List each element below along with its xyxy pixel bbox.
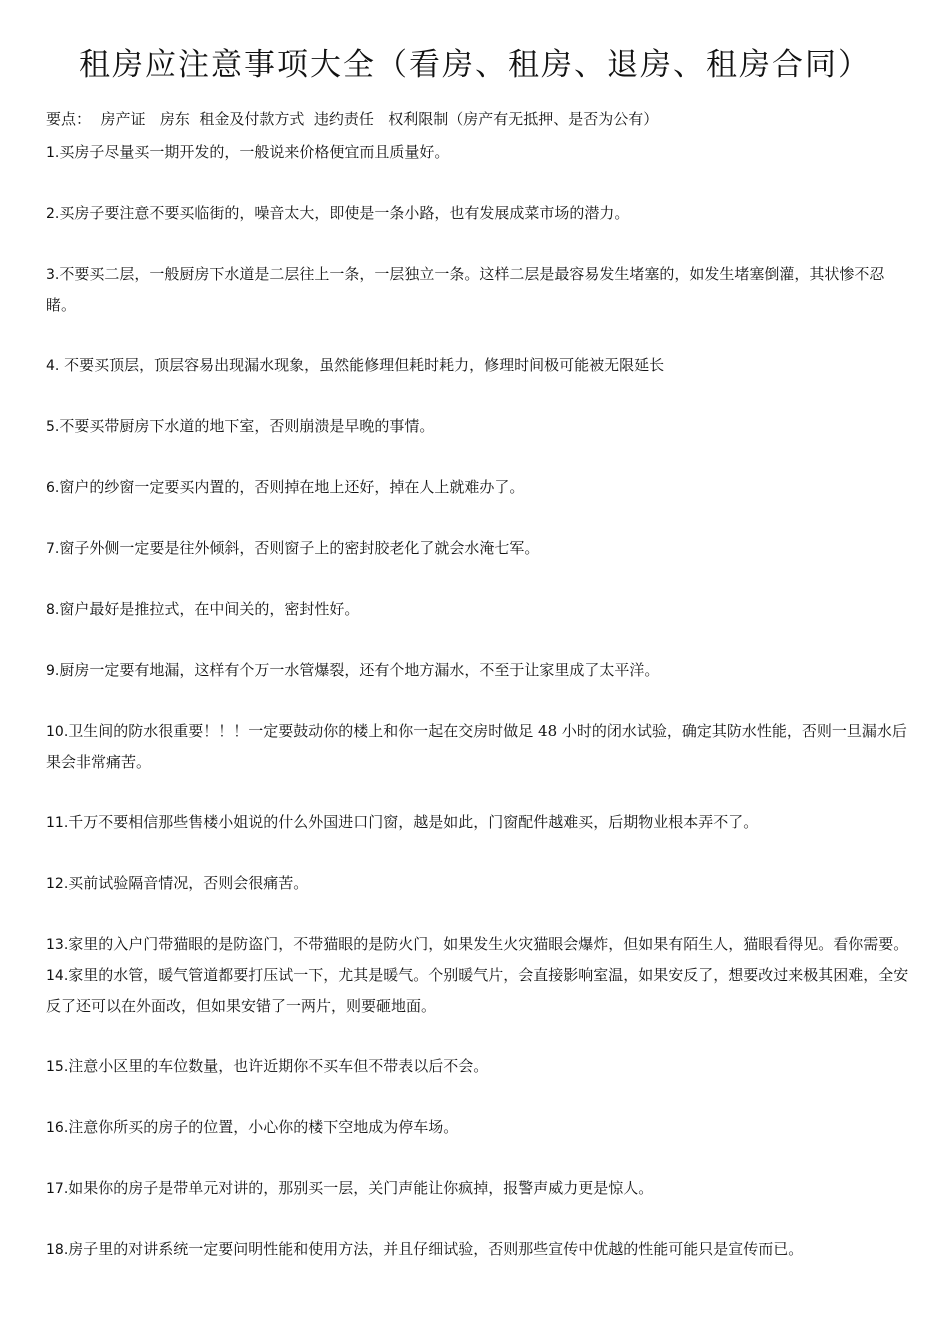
list-item <box>46 411 910 442</box>
item-text: 如果你的房子是带单元对讲的，那别买一层，关门声能让你疯掉，报警声威力更是惊人。 <box>68 1179 654 1197</box>
item-text: 注意你所买的房子的位置，小心你的楼下空地成为停车场。 <box>68 1118 459 1136</box>
paragraph-gap <box>46 1204 910 1234</box>
list-item <box>46 960 910 1021</box>
item-text: 不要买二层，一般厨房下水道是二层往上一条，一层独立一条。这样二层是最容易发生堵塞的，如发生堵塞倒灌，其状惨不忍睹。 <box>46 265 885 314</box>
item-text: 家里的水管，暖气管道都要打压试一下，尤其是暖气。个别暖气片，会直接影响室温，如果安反了，想要改过来极其困难，全安反了还可以在外面改，但如果安错了一两片，则要砸地面。 <box>46 966 909 1015</box>
item-number: 17. <box>46 1181 69 1197</box>
paragraph-gap <box>46 625 910 655</box>
item-text: 窗子外侧一定要是往外倾斜，否则窗子上的密封胶老化了就会水淹七军。 <box>59 539 540 557</box>
paragraph-gap <box>46 777 910 807</box>
list-item <box>46 1173 910 1204</box>
item-text: 买前试验隔音情况，否则会很痛苦。 <box>68 874 309 892</box>
paragraph-gap <box>46 686 910 716</box>
item-number: 13. <box>46 937 69 953</box>
list-item <box>46 594 910 625</box>
list-item <box>46 472 910 503</box>
item-text: 不要买带厨房下水道的地下室，否则崩溃是早晚的事情。 <box>59 417 435 435</box>
list-item <box>46 716 910 777</box>
item-number: 15. <box>46 1059 69 1075</box>
list-item <box>46 533 910 564</box>
key-points-line: 要点： 房产证 房东 租金及付款方式 违约责任 权利限制（房产有无抵押、是否为公有） <box>46 110 659 128</box>
item-text: 厨房一定要有地漏，这样有个万一水管爆裂，还有个地方漏水，不至于让家里成了太平洋。 <box>59 661 660 679</box>
item-text: 注意小区里的车位数量，也许近期你不买车但不带表以后不会。 <box>68 1057 489 1075</box>
item-number: 6. <box>46 480 60 496</box>
item-number: 9. <box>46 663 60 679</box>
paragraph-gap <box>46 320 910 350</box>
item-number: 2. <box>46 206 60 222</box>
item-text: 窗户的纱窗一定要买内置的，否则掉在地上还好，掉在人上就难办了。 <box>59 478 525 496</box>
item-text: 不要买顶层，顶层容易出现漏水现象，虽然能修理但耗时耗力，修理时间极可能被无限延长 <box>59 356 665 374</box>
paragraph-gap <box>46 1021 910 1051</box>
numbered-list <box>46 137 910 1265</box>
item-number: 18. <box>46 1242 69 1258</box>
document-title: 租房应注意事项大全（看房、租房、退房、租房合同） <box>79 47 871 83</box>
item-number: 14. <box>46 968 69 984</box>
list-item <box>46 929 910 960</box>
item-text: 买房子要注意不要买临街的，噪音太大，即使是一条小路，也有发展成菜市场的潜力。 <box>59 204 630 222</box>
list-item <box>46 1112 910 1143</box>
item-text: 家里的入户门带猫眼的是防盗门，不带猫眼的是防火门，如果发生火灾猫眼会爆炸，但如果有陌生人，猫眼看得见。看你需要。 <box>68 935 909 953</box>
item-number: 10. <box>46 724 69 740</box>
item-number: 16. <box>46 1120 69 1136</box>
item-number: 8. <box>46 602 60 618</box>
item-number: 7. <box>46 541 60 557</box>
paragraph-gap <box>46 442 910 472</box>
item-number: 5. <box>46 419 60 435</box>
list-item <box>46 807 910 838</box>
paragraph-gap <box>46 1082 910 1112</box>
item-text: 卫生间的防水很重要！！！一定要鼓动你的楼上和你一起在交房时做足 48 小时的闭水试验，确定其防水性能，否则一旦漏水后果会非常痛苦。 <box>46 722 907 771</box>
item-text: 窗户最好是推拉式，在中间关的，密封性好。 <box>59 600 360 618</box>
list-item <box>46 350 910 381</box>
list-item <box>46 259 910 320</box>
list-item <box>46 137 910 168</box>
paragraph-gap <box>46 229 910 259</box>
item-number: 12. <box>46 876 69 892</box>
item-text: 买房子尽量买一期开发的，一般说来价格便宜而且质量好。 <box>59 143 450 161</box>
item-text: 千万不要相信那些售楼小姐说的什么外国进口门窗，越是如此，门窗配件越难买，后期物业根本弄不了。 <box>68 813 759 831</box>
paragraph-gap <box>46 838 910 868</box>
item-number: 1. <box>46 145 60 161</box>
item-number: 3. <box>46 267 60 283</box>
paragraph-gap <box>46 899 910 929</box>
list-item <box>46 1234 910 1265</box>
paragraph-gap <box>46 1143 910 1173</box>
paragraph-gap <box>46 564 910 594</box>
item-text: 房子里的对讲系统一定要问明性能和使用方法，并且仔细试验，否则那些宣传中优越的性能可能只是宣传而已。 <box>68 1240 804 1258</box>
paragraph-gap <box>46 168 910 198</box>
list-item <box>46 868 910 899</box>
list-item <box>46 198 910 229</box>
list-item <box>46 1051 910 1082</box>
item-number: 11. <box>46 815 69 831</box>
paragraph-gap <box>46 503 910 533</box>
paragraph-gap <box>46 381 910 411</box>
list-item <box>46 655 910 686</box>
item-number: 4. <box>46 358 60 374</box>
